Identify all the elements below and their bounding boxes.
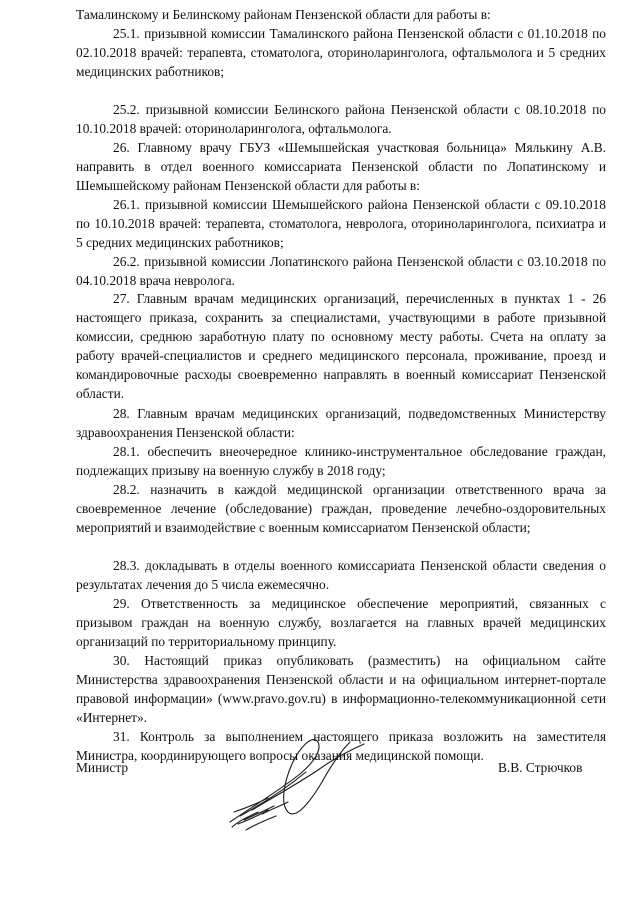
paragraph-29: 29. Ответственность за медицинское обеспечение мероприятий, связанных с призывом граждан на военную службу, возлагается на главных врачей медицинских организаций по территориальному принципу. [76,596,606,649]
paragraph-28-3: 28.3. докладывать в отделы военного комиссариата Пензенской области сведения о результатах лечения до 5 числа ежемесячно. [76,558,606,592]
paragraph-28: 28. Главным врачам медицинских организаций, подведомственных Министерству здравоохранения Пензенской области: [76,406,606,440]
paragraph-26-2: 26.2. призывной комиссии Лопатинского района Пензенской области с 03.10.2018 по 04.10.2018 врача невролога. [76,254,606,288]
paragraph-27: 27. Главным врачам медицинских организаций, перечисленных в пунктах 1 - 26 настоящего приказа, сохранить за специалистами, участвующими в работе призывной комиссии, среднюю заработную плату по основному месту работы. Счета на оплату за работу врачей-специалистов и среднего медицинского персонала, проживание, проезд и командировочные расходы своевременно направлять в военный комиссариат Пензенской области. [76,291,606,401]
paragraph-31: 31. Контроль за выполнением настоящего приказа возложить на заместителя Министра, координирующего вопросы оказания медицинской помощи. [76,729,606,763]
paragraph-continuation: Тамалинскому и Белинскому районам Пензенской области для работы в: [76,7,491,22]
paragraph-30: 30. Настоящий приказ опубликовать (разместить) на официальном сайте Министерства здравоохранения Пензенской области и на официальном интернет-портале правовой информации» (www.pravo.gov.ru) в информационно-телекоммуникационной сети «Интернет». [76,653,606,725]
paragraph-26-1: 26.1. призывной комиссии Шемышейского района Пензенской области с 09.10.2018 по 10.10.2018 врачей: терапевта, стоматолога, невролога, оториноларинголога, психиатра и 5 средних медицинских работников; [76,197,606,250]
paragraph-25-2: 25.2. призывной комиссии Белинского района Пензенской области с 08.10.2018 по 10.10.2018 врачей: оториноларинголога, офтальмолога. [76,102,606,136]
signer-name: В.В. Стрючков [498,760,583,775]
paragraph-28-2: 28.2. назначить в каждой медицинской организации ответственного врача за своевременное лечение (обследование) граждан, проведение лечебно-оздоровительных мероприятий и взаимодействие с военным комиссариатом Пензенской области; [76,482,606,535]
handwritten-signature [222,712,372,842]
paragraph-28-1: 28.1. обеспечить внеочередное клинико-инструментальное обследование граждан, подлежащих призыву на военную службу в 2018 году; [76,444,606,478]
paragraph-26: 26. Главному врачу ГБУЗ «Шемышейская участковая больница» Мялькину А.В. направить в отдел военного комиссариата Пензенской области по Лопатинскому и Шемышейскому районам Пензенской области для работы в: [76,140,606,193]
paragraph-25-1: 25.1. призывной комиссии Тамалинского района Пензенской области с 01.10.2018 по 02.10.2018 врачей: терапевта, стоматолога, оториноларинголога, офтальмолога и 5 средних медицинских работников; [76,26,606,79]
signature-position-title: Министр [76,760,129,775]
